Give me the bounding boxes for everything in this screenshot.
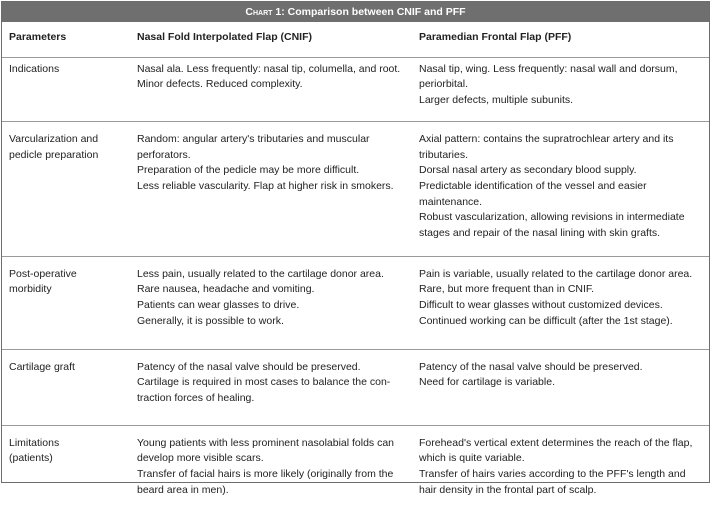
cell-line: stages and repair of the nasal lining with skin grafts. [419,227,661,240]
cell-line: beard area in men). [137,483,229,496]
cell-line: Indications [9,62,60,75]
cell-line: Nasal tip, wing. Less frequently: nasal wall and dorsum, [419,62,678,75]
cell-line: Cartilage graft [9,360,75,373]
header-row [2,22,709,58]
cell-line: Minor defects. Reduced complexity. [137,78,303,91]
parameter-cell [2,360,130,407]
cell-line: Continued working can be difficult (after the 1st stage). [419,314,673,327]
cell-line: Cartilage is required in most cases to balance the con- [137,376,391,389]
pff-cell [412,62,709,109]
cell-line: Limitations [9,436,60,449]
cell-line: Larger defects, multiple subunits. [419,94,574,107]
caption-title: Comparison between CNIF and PFF [287,6,466,18]
pff-cell [412,436,709,499]
cell-line: Difficult to wear glasses without customized devices. [419,299,663,312]
cell-line: Dorsal nasal artery as secondary blood supply. [419,164,637,177]
cell-line: traction forces of healing. [137,391,255,404]
cell-line: pedicle preparation [9,148,99,161]
cell-line: which is quite variable. [419,452,525,465]
cnif-cell [130,267,412,330]
cell-line: Young patients with less prominent nasolabial folds can [137,436,395,449]
table-row-cartilage [2,350,709,426]
cell-line: Post-operative [9,267,77,280]
pff-cell [412,267,709,330]
table-row-indications [2,58,709,122]
cell-line: Need for cartilage is variable. [419,376,555,389]
cell-line: Robust vascularization, allowing revisions in intermediate [419,211,685,224]
header-pff: Paramedian Frontal Flap (PFF) [419,31,572,43]
cell-line: Transfer of facial hairs is more likely (originally from the [137,468,394,481]
cell-line: periorbital. [419,78,469,91]
cell-line: develop more visible scars. [137,452,264,465]
cell-line: Forehead's vertical extent determines the reach of the flap, [419,436,693,449]
pff-cell [412,360,709,407]
cnif-cell [130,436,412,499]
cnif-cell [130,132,412,242]
cnif-cell [130,62,412,109]
table-row-limitations [2,426,709,508]
cell-line: Random: angular artery's tributaries and muscular perforators. [137,132,370,161]
caption-prefix: Chart 1: [245,6,285,18]
cell-line: Less reliable vascularity. Flap at higher risk in smokers. [137,179,394,192]
table-row-vascularization [2,122,709,257]
parameter-cell [2,436,130,499]
cell-line: hair density in the frontal part of scalp. [419,483,597,496]
cell-line: morbidity [9,283,52,296]
cell-line: Patency of the nasal valve should be preserved. [419,360,643,373]
cell-line: Pain is variable, usually related to the cartilage donor area. [419,267,693,280]
cell-line: (patients) [9,452,53,465]
cell-line: Patency of the nasal valve should be preserved. [137,360,361,373]
table-caption [2,2,709,22]
cell-line: Rare, but more frequent than in CNIF. [419,283,595,296]
comparison-table [1,1,710,496]
cell-line: Generally, it is possible to work. [137,314,284,327]
cell-line: Rare nausea, headache and vomiting. [137,283,315,296]
header-parameters: Parameters [9,31,67,43]
cell-line: Transfer of hairs varies according to the PFF's length and [419,468,686,481]
cell-line: Varcularization and [9,132,99,145]
cell-line: Predictable identification of the vessel and easier maintenance. [419,179,647,208]
cnif-cell [130,360,412,407]
pff-cell [412,132,709,242]
parameter-cell [2,132,130,242]
cell-line: Less pain, usually related to the cartilage donor area. [137,267,384,280]
parameter-cell [2,62,130,109]
cell-line: Axial pattern: contains the supratrochlear artery and its tributaries. [419,132,674,161]
parameter-cell [2,267,130,330]
cell-line: Patients can wear glasses to drive. [137,299,300,312]
header-cnif: Nasal Fold Interpolated Flap (CNIF) [137,31,313,43]
table-row-morbidity [2,257,709,350]
cell-line: Nasal ala. Less frequently: nasal tip, columella, and root. [137,62,401,75]
cell-line: Preparation of the pedicle may be more difficult. [137,164,360,177]
